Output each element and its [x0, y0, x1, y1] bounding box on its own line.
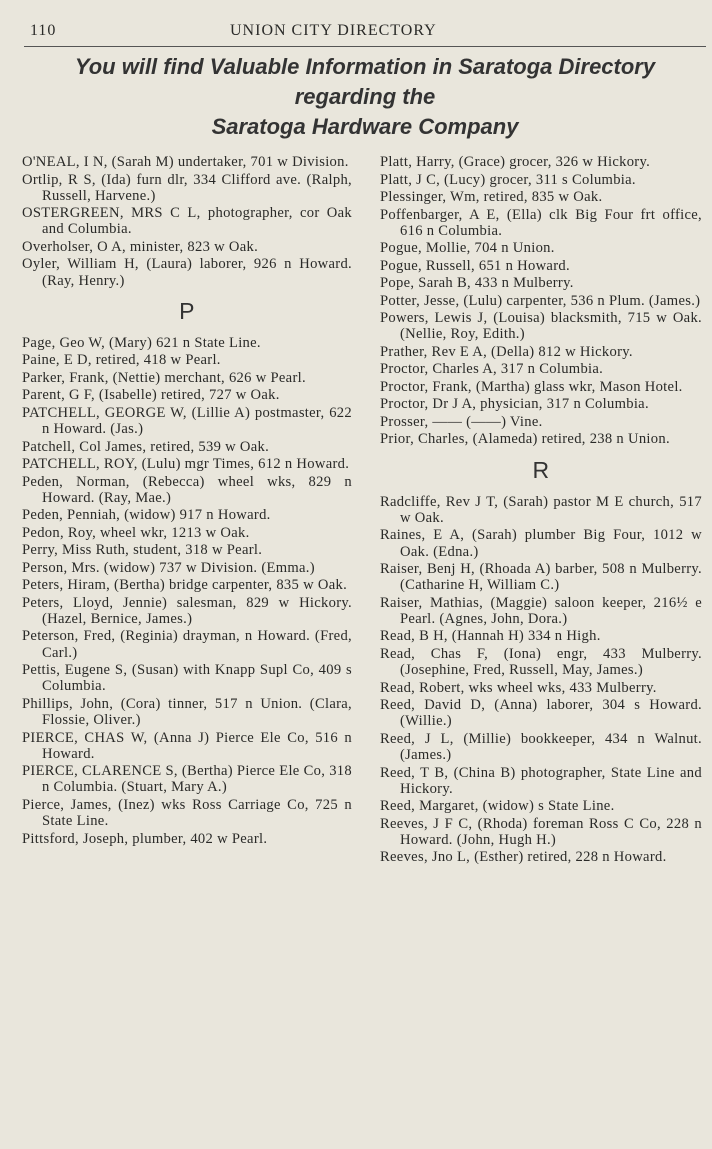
- list-item: Proctor, Dr J A, physician, 317 n Columbia.: [380, 396, 649, 413]
- right-entries-b: [380, 494, 702, 866]
- list-item: Read, B H, (Hannah H) 334 n High.: [380, 628, 601, 645]
- list-item: Oyler, William H, (Laura) laborer, 926 n Howard. (Ray, Henry.): [22, 256, 352, 289]
- list-item: Pogue, Mollie, 704 n Union.: [380, 240, 555, 257]
- list-item: Prosser, —— (——) Vine.: [380, 413, 543, 430]
- list-item: Raines, E A, (Sarah) plumber Big Four, 1012 w Oak. (Edna.): [380, 527, 702, 560]
- list-item: Proctor, Frank, (Martha) glass wkr, Mason Hotel.: [380, 378, 683, 395]
- list-item: Reeves, J F C, (Rhoda) foreman Ross C Co, 228 n Howard. (John, Hugh H.): [380, 815, 702, 848]
- list-item: Potter, Jesse, (Lulu) carpenter, 536 n Plum. (James.): [380, 292, 701, 309]
- page-title: UNION CITY DIRECTORY: [230, 22, 437, 39]
- list-item: Person, Mrs. (widow) 737 w Division. (Emma.): [22, 559, 315, 576]
- list-item: Prior, Charles, (Alameda) retired, 238 n Union.: [380, 431, 670, 448]
- right-column: [380, 154, 702, 867]
- list-item: OSTERGREEN, MRS C L, photographer, cor Oak and Columbia.: [22, 205, 352, 238]
- list-item: Page, Geo W, (Mary) 621 n State Line.: [22, 334, 261, 351]
- list-item: Prather, Rev E A, (Della) 812 w Hickory.: [380, 343, 633, 360]
- page-number: 110: [30, 22, 57, 39]
- list-item: Pogue, Russell, 651 n Howard.: [380, 257, 570, 274]
- list-item: Reed, T B, (China B) photographer, State Line and Hickory.: [380, 764, 702, 797]
- list-item: Pettis, Eugene S, (Susan) with Knapp Supl Co, 409 s Columbia.: [22, 662, 352, 695]
- list-item: Parent, G F, (Isabelle) retired, 727 w Oak.: [22, 387, 280, 404]
- list-item: Patchell, Col James, retired, 539 w Oak.: [22, 438, 270, 455]
- list-item: Peterson, Fred, (Reginia) drayman, n Howard. (Fred, Carl.): [22, 628, 352, 661]
- list-item: Read, Robert, wks wheel wks, 433 Mulberry.: [380, 679, 657, 696]
- list-item: Read, Chas F, (Iona) engr, 433 Mulberry. (Josephine, Fred, Russell, May, James.): [380, 645, 702, 679]
- list-item: Peters, Hiram, (Bertha) bridge carpenter, 835 w Oak.: [22, 577, 348, 594]
- ad-line-1: You will find Valuable Information in Saratoga Directory: [74, 54, 656, 79]
- list-item: Peden, Penniah, (widow) 917 n Howard.: [22, 507, 271, 524]
- list-item: Ortlip, R S, (Ida) furn dlr, 334 Clifford ave. (Ralph, Russell, Harvene.): [22, 171, 352, 204]
- right-entries-a: [380, 154, 702, 448]
- list-item: Pittsford, Joseph, plumber, 402 w Pearl.: [22, 830, 268, 847]
- list-item: Reed, David D, (Anna) laborer, 304 s Howard. (Willie.): [380, 697, 702, 730]
- list-item: Reed, J L, (Millie) bookkeeper, 434 n Walnut. (James.): [380, 730, 702, 764]
- list-item: Raiser, Mathias, (Maggie) saloon keeper, 216½ e Pearl. (Agnes, John, Dora.): [380, 594, 702, 627]
- list-item: Powers, Lewis J, (Louisa) blacksmith, 715 w Oak. (Nellie, Roy, Edith.): [380, 310, 702, 343]
- left-entries-b: [22, 335, 352, 847]
- list-item: Plessinger, Wm, retired, 835 w Oak.: [380, 189, 603, 205]
- left-column: [22, 154, 352, 848]
- list-item: PIERCE, CHAS W, (Anna J) Pierce Ele Co, 516 n Howard.: [22, 729, 352, 762]
- ad-line-2: regarding the: [294, 84, 436, 109]
- list-item: PIERCE, CLARENCE S, (Bertha) Pierce Ele Co, 318 n Columbia. (Stuart, Mary A.): [22, 763, 352, 796]
- list-item: Platt, Harry, (Grace) grocer, 326 w Hickory.: [380, 154, 651, 170]
- section-letter-p: P: [179, 297, 195, 324]
- list-item: Proctor, Charles A, 317 n Columbia.: [380, 361, 604, 378]
- list-item: Peters, Lloyd, Jennie) salesman, 829 w Hickory. (Hazel, Bernice, James.): [22, 594, 352, 627]
- list-item: O'NEAL, I N, (Sarah M) undertaker, 701 w Division.: [22, 154, 349, 170]
- list-item: Peden, Norman, (Rebecca) wheel wks, 829 n Howard. (Ray, Mae.): [22, 473, 352, 506]
- running-header: [0, 22, 712, 46]
- list-item: Radcliffe, Rev J T, (Sarah) pastor M E church, 517 w Oak.: [380, 493, 702, 526]
- list-item: Poffenbarger, A E, (Ella) clk Big Four frt office, 616 n Columbia.: [380, 206, 702, 239]
- list-item: Platt, J C, (Lucy) grocer, 311 s Columbia.: [380, 171, 636, 188]
- list-item: Paine, E D, retired, 418 w Pearl.: [22, 352, 221, 369]
- ad-line-3: Saratoga Hardware Company: [211, 114, 519, 139]
- list-item: Perry, Miss Ruth, student, 318 w Pearl.: [22, 542, 263, 559]
- list-item: Pedon, Roy, wheel wkr, 1213 w Oak.: [22, 524, 250, 541]
- list-item: Reeves, Jno L, (Esther) retired, 228 n Howard.: [380, 849, 667, 866]
- list-item: Phillips, John, (Cora) tinner, 517 n Union. (Clara, Flossie, Oliver.): [22, 695, 352, 729]
- header-rule: [24, 46, 706, 47]
- list-item: PATCHELL, GEORGE W, (Lillie A) postmaster, 622 n Howard. (Jas.): [22, 404, 352, 438]
- list-item: Reed, Margaret, (widow) s State Line.: [380, 798, 615, 815]
- list-item: Pierce, James, (Inez) wks Ross Carriage Co, 725 n State Line.: [22, 796, 352, 830]
- list-item: Overholser, O A, minister, 823 w Oak.: [22, 238, 259, 255]
- list-item: PATCHELL, ROY, (Lulu) mgr Times, 612 n Howard.: [22, 456, 350, 473]
- section-letter-r: R: [532, 456, 550, 483]
- list-item: Parker, Frank, (Nettie) merchant, 626 w Pearl.: [22, 369, 306, 386]
- list-item: Pope, Sarah B, 433 n Mulberry.: [380, 275, 574, 292]
- list-item: Raiser, Benj H, (Rhoada A) barber, 508 n Mulberry. (Catharine H, William C.): [380, 561, 702, 594]
- advertisement-banner: [20, 52, 710, 142]
- left-entries-a: [22, 154, 352, 289]
